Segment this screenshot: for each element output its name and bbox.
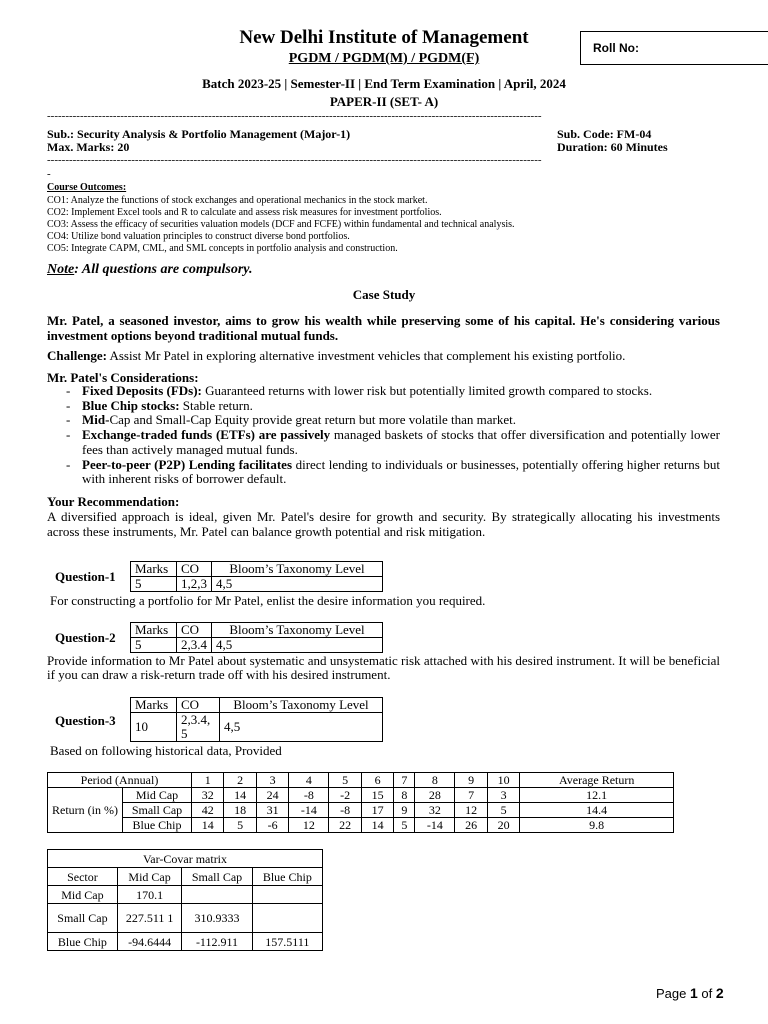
- table-header: Average Return: [520, 773, 674, 788]
- table-cell: 17: [361, 803, 393, 818]
- table-header: CO: [177, 623, 212, 638]
- bullet-icon: -: [66, 456, 71, 472]
- table-cell: -6: [256, 818, 288, 833]
- table-cell: -8: [329, 803, 361, 818]
- table-cell: 5: [131, 577, 177, 592]
- challenge-text: Assist Mr Patel in exploring alternative investment vehicles that complement his existing portfolio.: [106, 348, 626, 363]
- table-cell: 4,5: [220, 713, 383, 742]
- table-cell: 170.1: [117, 886, 181, 904]
- table-row: [131, 698, 383, 713]
- divider-tail: -: [47, 168, 51, 180]
- table-cell: 14: [224, 788, 256, 803]
- table-header: 8: [415, 773, 455, 788]
- bullet-icon: -: [66, 412, 71, 428]
- table-cell: 10: [131, 713, 177, 742]
- bullet-icon: -: [66, 427, 71, 443]
- table-cell: 5: [131, 638, 177, 653]
- table-cell: 42: [192, 803, 224, 818]
- table-header: 7: [394, 773, 415, 788]
- question-2-label: Question-2: [55, 630, 116, 645]
- table-row: [48, 788, 674, 803]
- page-current: 1: [690, 985, 698, 1001]
- table-cell: 5: [224, 818, 256, 833]
- table-header: 2: [224, 773, 256, 788]
- divider-bottom: ---------------------------------------------------------------------------------------------------------------------------------------: [47, 154, 542, 166]
- table-cell: 20: [487, 818, 519, 833]
- table-cell: 2,3.4: [177, 638, 212, 653]
- batch-line: Batch 2023-25 | Semester-II | End Term Examination | April, 2024: [202, 76, 566, 91]
- table-cell: [182, 886, 252, 904]
- table-cell: -94.6444: [117, 933, 181, 951]
- table-row: [48, 818, 674, 833]
- table-row: [48, 886, 323, 904]
- table-cell: 12: [455, 803, 487, 818]
- table-header: 3: [256, 773, 288, 788]
- table-cell: -112.911: [182, 933, 252, 951]
- challenge-line: [47, 348, 720, 363]
- table-row: [131, 577, 383, 592]
- table-header: Blue Chip: [252, 868, 322, 886]
- table-cell: Blue Chip: [48, 933, 118, 951]
- table-cell: Blue Chip: [123, 818, 192, 833]
- table-cell: Small Cap: [48, 904, 118, 933]
- table-row: [131, 713, 383, 742]
- programs-line: PGDM / PGDM(M) / PGDM(F): [288, 51, 480, 66]
- table-cell: 26: [455, 818, 487, 833]
- table-cell: -14: [289, 803, 329, 818]
- table-cell: Small Cap: [123, 803, 192, 818]
- table-row: [48, 904, 323, 933]
- table-header: 6: [361, 773, 393, 788]
- table-header: 5: [329, 773, 361, 788]
- table-cell: 15: [361, 788, 393, 803]
- table-cell: 8: [394, 788, 415, 803]
- table-cell: Mid Cap: [48, 886, 118, 904]
- subject-code: Sub. Code: FM-04: [557, 127, 652, 141]
- consideration-text: Stable return.: [179, 397, 253, 413]
- table-cell: 32: [192, 788, 224, 803]
- table-header: CO: [177, 562, 212, 577]
- course-outcome-2: CO2: Implement Excel tools and R to calculate and assess risk measures for investment portfolios.: [47, 207, 442, 218]
- duration: Duration: 60 Minutes: [557, 140, 668, 154]
- question-3-label: Question-3: [55, 713, 116, 728]
- table-cell: 9: [394, 803, 415, 818]
- table-header: Small Cap: [182, 868, 252, 886]
- table-row: [48, 773, 674, 788]
- table-header: 4: [289, 773, 329, 788]
- note-word: Note: [47, 262, 75, 277]
- table-cell: 24: [256, 788, 288, 803]
- list-item: [66, 383, 720, 399]
- table-cell: 4,5: [212, 577, 383, 592]
- table-header: Bloom’s Taxonomy Level: [220, 698, 383, 713]
- table-cell: 310.9333: [182, 904, 252, 933]
- table-cell: Mid Cap: [123, 788, 192, 803]
- table-cell: 22: [329, 818, 361, 833]
- question-1-meta-table: [130, 561, 383, 592]
- consideration-bold: Mid-: [82, 412, 110, 428]
- question-3-meta-table: [130, 697, 383, 742]
- table-cell: 14: [361, 818, 393, 833]
- case-study-title: Case Study: [352, 287, 416, 302]
- course-outcome-5: CO5: Integrate CAPM, CML, and SML concepts in portfolio analysis and construction.: [47, 243, 398, 254]
- question-3-text: Based on following historical data, Provided: [50, 743, 282, 758]
- list-item: [66, 412, 720, 428]
- roll-no-box[interactable]: [580, 31, 768, 65]
- table-cell: 7: [455, 788, 487, 803]
- note-line: [47, 262, 252, 278]
- table-row: [131, 623, 383, 638]
- consideration-bold: Blue Chip stocks:: [82, 397, 180, 413]
- table-cell: 12: [289, 818, 329, 833]
- table-header: 10: [487, 773, 519, 788]
- consideration-text: Cap and Small-Cap Equity provide great return but more volatile than market.: [109, 412, 516, 428]
- table-cell: 2,3.4, 5: [177, 713, 220, 742]
- table-header: CO: [177, 698, 220, 713]
- question-2-text: Provide information to Mr Patel about systematic and unsystematic risk attached with his desired instrument. It will be beneficial if you can draw a risk-return trade off with his desired instrument.: [47, 653, 720, 682]
- table-header: Marks: [131, 562, 177, 577]
- table-cell: -2: [329, 788, 361, 803]
- considerations-heading: Mr. Patel's Considerations:: [47, 370, 199, 385]
- question-1-label: Question-1: [55, 569, 116, 584]
- table-row: [48, 933, 323, 951]
- institute-name: New Delhi Institute of Management: [239, 27, 529, 48]
- table-cell: 12.1: [520, 788, 674, 803]
- table-cell: 14: [192, 818, 224, 833]
- table-header: 9: [455, 773, 487, 788]
- list-item: [66, 427, 720, 457]
- consideration-text: managed baskets of stocks that offer diversification and potentially lower fees than actively managed mutual funds.: [82, 427, 720, 457]
- table-header: Marks: [131, 698, 177, 713]
- question-1-text: For constructing a portfolio for Mr Patel, enlist the desire information you required.: [50, 593, 486, 608]
- page-number: [656, 985, 724, 1001]
- page-total: 2: [715, 985, 724, 1001]
- list-item: [66, 456, 720, 487]
- table-cell: 1,2,3: [177, 577, 212, 592]
- table-row: [131, 562, 383, 577]
- question-2-meta-table: [130, 622, 383, 653]
- recommendation-text: A diversified approach is ideal, given Mr. Patel's desire for growth and security. By strategically allocating his investments across these instruments, Mr. Patel can balance growth potential and risk mitigation.: [47, 509, 720, 539]
- table-header: Bloom’s Taxonomy Level: [212, 623, 383, 638]
- table-header: 1: [192, 773, 224, 788]
- table-cell: 157.5111: [252, 933, 322, 951]
- table-cell: 28: [415, 788, 455, 803]
- table-cell: 32: [415, 803, 455, 818]
- table-row: [48, 850, 323, 868]
- considerations-list: [66, 383, 720, 487]
- subject-line: Sub.: Security Analysis & Portfolio Management (Major-1): [47, 127, 351, 141]
- table-cell: 31: [256, 803, 288, 818]
- table-cell: 14.4: [520, 803, 674, 818]
- table-cell: -8: [289, 788, 329, 803]
- table-cell: 227.511 1: [117, 904, 181, 933]
- table-cell: 3: [487, 788, 519, 803]
- consideration-bold: Peer-to-peer (P2P) Lending facilitates: [82, 456, 293, 472]
- table-row: [131, 638, 383, 653]
- table-header: Bloom’s Taxonomy Level: [212, 562, 383, 577]
- course-outcome-3: CO3: Assess the efficacy of securities valuation models (DCF and FCFE) within fundamental and technical analysis.: [47, 219, 515, 230]
- of-word: of: [701, 986, 713, 1001]
- table-cell: 5: [394, 818, 415, 833]
- consideration-text: Guaranteed returns with lower risk but potentially limited growth compared to stocks.: [201, 383, 653, 398]
- row-group-label: Return (in %): [48, 788, 123, 833]
- case-study-intro: Mr. Patel, a seasoned investor, aims to grow his wealth while preserving some of his capital. He's considering various investment options beyond traditional mutual funds.: [47, 313, 720, 343]
- table-header: Sector: [48, 868, 118, 886]
- course-outcomes-heading: Course Outcomes:: [47, 182, 127, 193]
- note-text: : All questions are compulsory.: [74, 262, 253, 277]
- table-cell: [252, 904, 322, 933]
- returns-table: [47, 772, 674, 833]
- table-row: [48, 868, 323, 886]
- table-cell: 5: [487, 803, 519, 818]
- recommendation-heading: Your Recommendation:: [47, 494, 180, 509]
- table-header: Marks: [131, 623, 177, 638]
- max-marks: Max. Marks: 20: [47, 140, 130, 154]
- list-item: [66, 397, 720, 414]
- bullet-icon: -: [66, 383, 71, 398]
- consideration-bold: Exchange-traded funds (ETFs) are passively: [82, 427, 331, 443]
- roll-no-label: Roll No:: [593, 41, 639, 55]
- var-covar-table: [47, 849, 323, 951]
- table-row: [48, 803, 674, 818]
- table-cell: [252, 886, 322, 904]
- challenge-label: Challenge:: [47, 348, 107, 363]
- consideration-bold: Fixed Deposits (FDs):: [82, 383, 202, 398]
- bullet-icon: -: [66, 397, 71, 413]
- course-outcome-1: CO1: Analyze the functions of stock exchanges and operational mechanics in the stock market.: [47, 195, 428, 206]
- course-outcome-4: CO4: Utilize bond valuation principles to construct diverse bond portfolios.: [47, 231, 350, 242]
- table-cell: -14: [415, 818, 455, 833]
- page-word: Page: [656, 986, 687, 1001]
- paper-line: PAPER-II (SET- A): [329, 94, 439, 109]
- consideration-text: direct lending to individuals or businesses, potentially offering higher returns but with inherent risks of borrower default.: [82, 456, 720, 487]
- table-cell: 18: [224, 803, 256, 818]
- table-header: Period (Annual): [48, 773, 192, 788]
- table-cell: 4,5: [212, 638, 383, 653]
- table-title: Var-Covar matrix: [48, 850, 323, 868]
- table-cell: 9.8: [520, 818, 674, 833]
- table-header: Mid Cap: [117, 868, 181, 886]
- divider-top: ---------------------------------------------------------------------------------------------------------------------------------------: [47, 110, 542, 122]
